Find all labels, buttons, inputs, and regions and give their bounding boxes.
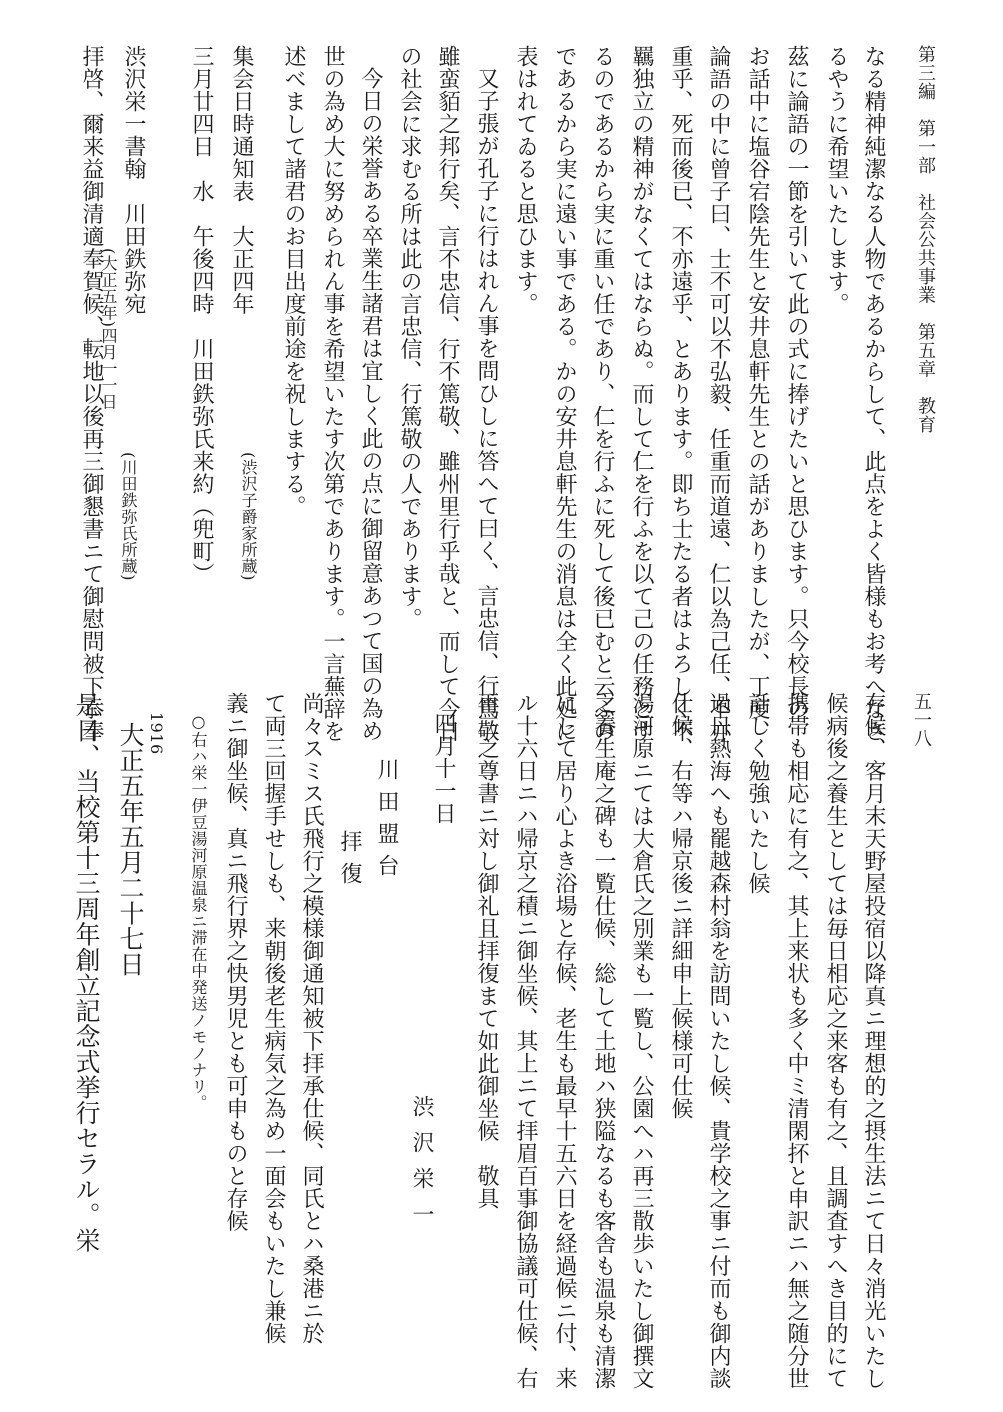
text-column: 拝啓、爾来益御清適奉賀候、転地以後再三御懇書ニて御慰問被下忝奉 xyxy=(79,45,104,743)
text-column: 之養生庵之碑も一覧仕候、総して土地ハ狭隘なるも客舎も温泉も清潔 xyxy=(591,692,616,1390)
text-column: るのであるから実に重い任であり、仁を行ふに死して後已むと云ふの xyxy=(590,45,615,743)
entry-text: 是日、当校第十三周年創立記念式挙行セラル。栄 xyxy=(72,692,101,1253)
source-note: (川田鉄弥氏所蔵) xyxy=(119,452,138,581)
source-note: (渋沢子爵家所蔵) xyxy=(239,452,258,581)
entry-date-heading: 大正五年五月二十七日 xyxy=(116,722,145,977)
text-column: 再三之尊書ニ対し御礼且拝復まて如此御坐候 敬具 xyxy=(474,692,499,1210)
text-column: であるから実に遠い事である。かの安井息軒先生の消息は全く此処に xyxy=(552,45,577,743)
text-column: ル十六日ニハ帰京之積ニ御坐候、其上ニて拝眉百事御協議可仕候、右 xyxy=(513,692,538,1390)
letter-heading: 拝復 xyxy=(337,830,362,894)
text-column: 羈独立の精神がなくてはならぬ。而して仁を行ふを以て己の任務とす xyxy=(629,45,654,743)
text-column: 表はれてゐると思ひます。 xyxy=(513,45,538,315)
text-column: 重乎、死而後已、不亦遠乎、とあります。即ち士たる者はよろしく不 xyxy=(668,45,693,743)
text-column: 三月廿四日 水 午後四時 川田鉄弥氏来約（兜町） xyxy=(189,45,214,585)
text-column: 論語の中に曾子曰、士不可以不弘毅、任重而道遠、仁以為己任、不亦 xyxy=(706,45,731,743)
text-column: 茲に論語の一節を引いて此の式に捧げたいと思ひます。只今校長の xyxy=(784,45,809,720)
text-column: 義ニ御坐候、真ニ飛行界之快男児とも可申ものと存候 xyxy=(223,692,248,1232)
letter-date: 四月十一日 xyxy=(431,712,456,825)
section-heading: 集会日時通知表 大正四年 xyxy=(229,45,254,315)
text-column: 世の為め大に努められん事を希望いたす次第であります。一言蕪辞を xyxy=(320,45,345,743)
text-column: 湯河原ニては大倉氏之別業も一覧し、公園へハ再三散歩いたし御撰文 xyxy=(629,692,654,1390)
text-column: るやうに希望いたします。 xyxy=(824,45,849,315)
text-column: て両三回握手せしも、来朝後老生病気之為め一面会もいたし兼候 xyxy=(261,692,286,1345)
text-column: 雖蛮貊之邦行矣、言不忠信、行不篤敬、雖州里行乎哉と、而して今日 xyxy=(435,45,460,743)
running-head: 第三編 第一部 社会公共事業 第五章 教育 xyxy=(915,45,936,434)
letter-addressee: 川田盟台 xyxy=(374,758,399,886)
text-column: 候病後之養生としては毎日相応之来客も有之、且調査すへき目的にて xyxy=(823,692,848,1390)
text-column: 又子張が孔子に行はれん事を問ひしに答へて曰く、言忠信、行篤敬 xyxy=(474,67,499,742)
text-column: 述べまして諸君のお目出度前途を祝しまする。 xyxy=(281,45,306,518)
text-column: 話しく勉強いたし候 xyxy=(745,692,770,895)
text-column: 今日の栄誉ある卒業生諸君は宜しく此の点に御留意あつて国の為め xyxy=(358,67,383,742)
text-column: の社会に求むる所は此の言忠信、行篤敬の人であります。 xyxy=(397,45,422,630)
text-column: 存候、客月末天野屋投宿以降真ニ理想的之摂生法ニて日々消光いたし xyxy=(861,692,886,1390)
text-column: 過日熱海へも罷越森村翁を訪問いたし候、貴学校之事ニ付而も御内談 xyxy=(706,692,731,1390)
text-column: にして居り心よき浴場と存候、老生も最早十五六日を経過候ニ付、来 xyxy=(552,692,577,1390)
letter-signature: 渋沢栄一 xyxy=(409,1095,434,1239)
text-column: 携帯も相応に有之、其上来状も多く中ミ清閑抔と申訳ニハ無之随分世 xyxy=(784,692,809,1390)
year-marker: 1916 xyxy=(147,712,166,755)
editorial-note: ○右ハ栄一伊豆湯河原温泉ニ滞在中発送ノモノナリ。 xyxy=(189,712,208,1111)
text-column: 仕候、右等ハ帰京後ニ詳細申上候様可仕候 xyxy=(668,692,693,1120)
letter-date: (大正五年)四月一一日 xyxy=(99,248,118,410)
text-column: なる精神純潔なる人物であるからして、此点をよく皆様もお考へなさ xyxy=(861,45,886,743)
section-heading: 渋沢栄一書翰 川田鉄弥宛 xyxy=(121,45,146,315)
page-number: 五一八 xyxy=(911,692,932,748)
text-column: 尚々スミス氏飛行之模様御通知被下拝承仕候、同氏とハ桑港ニ於 xyxy=(299,692,324,1345)
text-column: お話中に塩谷宕陰先生と安井息軒先生との話がありましたが、丁度、 xyxy=(745,45,770,743)
